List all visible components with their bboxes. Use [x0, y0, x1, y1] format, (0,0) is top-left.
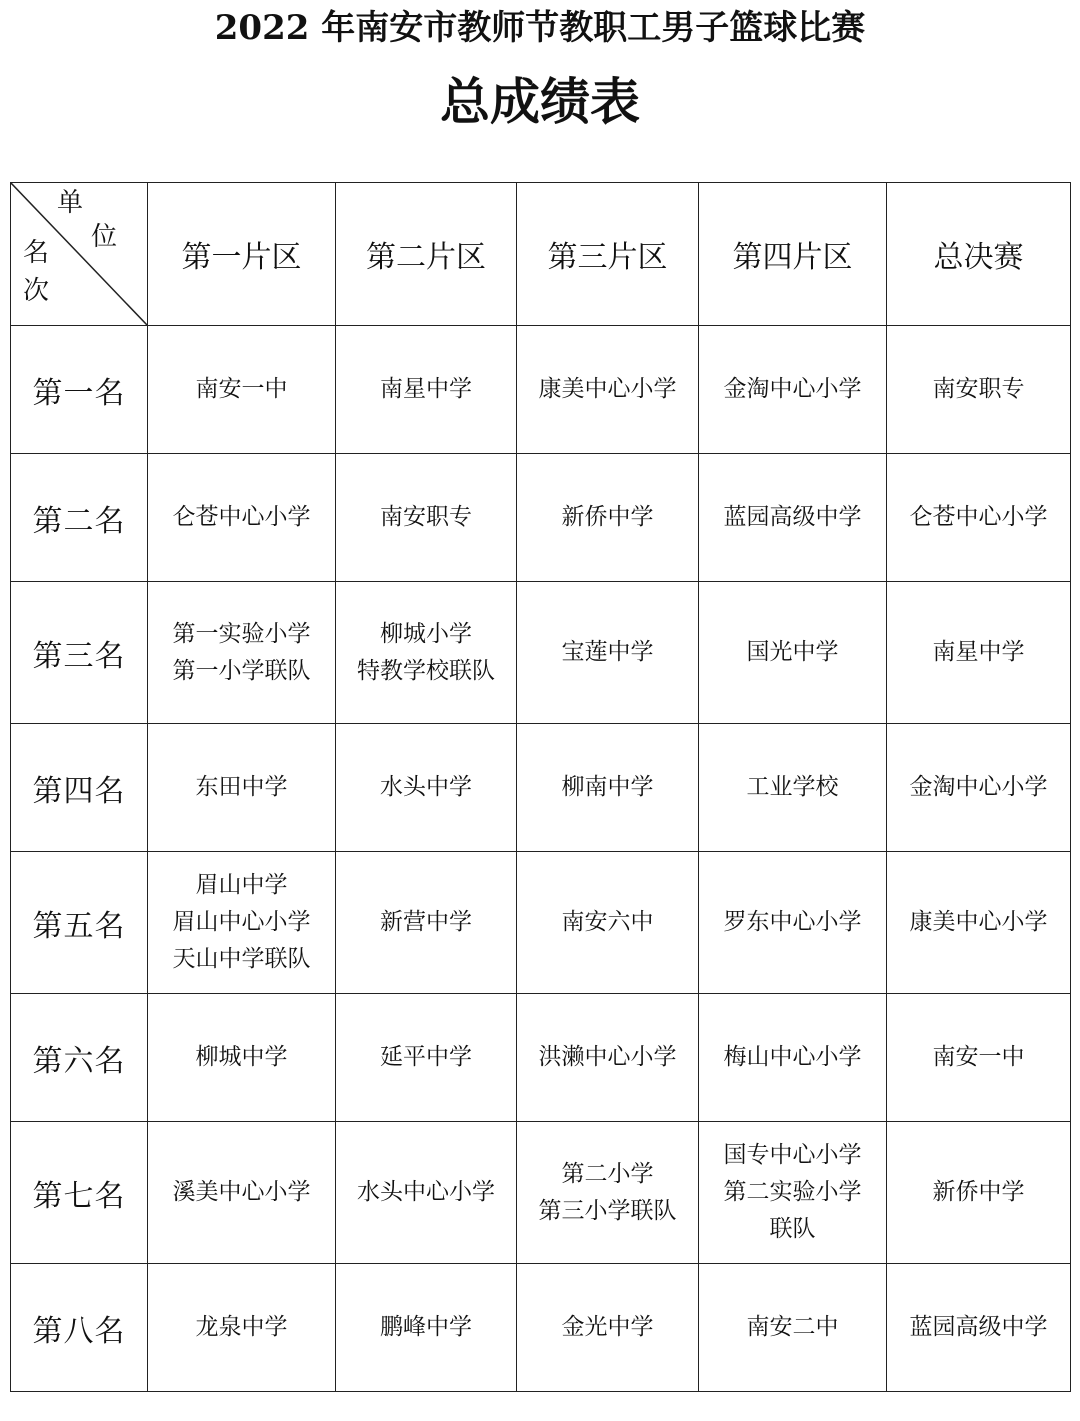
team-cell	[517, 724, 699, 852]
team-name: 柳城小学	[380, 620, 472, 647]
team-cell	[148, 724, 336, 852]
team-name: 宝莲中学	[561, 639, 654, 665]
team-name: 康美中心小学	[909, 909, 1048, 935]
team-cell	[699, 582, 887, 724]
header-row	[11, 183, 1071, 326]
team-name: 工业学校	[746, 774, 839, 800]
team-name: 南星中学	[932, 639, 1025, 665]
rank-cell: 第六名	[11, 994, 148, 1122]
team-cell	[148, 582, 336, 724]
team-cell	[336, 326, 517, 454]
team-name: 新侨中学	[561, 504, 654, 530]
team-name: 金光中学	[561, 1314, 654, 1340]
team-name: 眉山中心小学	[172, 909, 311, 935]
team-name: 第一小学联队	[172, 657, 311, 684]
team-name: 新营中学	[380, 909, 472, 935]
team-cell	[699, 1264, 887, 1392]
team-cell	[336, 1122, 517, 1264]
team-cell	[517, 852, 699, 994]
team-name: 洪濑中心小学	[538, 1044, 677, 1070]
rank-cell: 第四名	[11, 724, 148, 852]
team-name: 龙泉中学	[195, 1314, 288, 1340]
team-cell	[699, 724, 887, 852]
team-cell	[517, 582, 699, 724]
rank-cell: 第七名	[11, 1122, 148, 1264]
team-name: 仑苍中心小学	[909, 504, 1048, 530]
table-row	[11, 1122, 1071, 1264]
team-name: 南安职专	[380, 504, 472, 530]
team-name: 眉山中学	[195, 872, 288, 898]
rank-cell: 第八名	[11, 1264, 148, 1392]
corner-label-unit-1: 单	[57, 188, 84, 218]
team-name: 第二小学	[561, 1160, 654, 1187]
team-cell	[699, 326, 887, 454]
team-cell	[336, 724, 517, 852]
team-cell	[148, 1264, 336, 1392]
team-name: 南安一中	[195, 376, 288, 402]
team-cell	[887, 582, 1071, 724]
rank-cell: 第五名	[11, 852, 148, 994]
team-name: 水头中心小学	[357, 1179, 495, 1205]
team-name: 东田中学	[195, 774, 288, 800]
team-name: 南安一中	[932, 1044, 1025, 1070]
team-cell	[887, 994, 1071, 1122]
team-cell	[699, 454, 887, 582]
team-name: 南安二中	[746, 1314, 839, 1340]
team-cell	[336, 454, 517, 582]
team-name: 水头中学	[380, 774, 472, 800]
document-title: 2022 年南安市教师节教职工男子篮球比赛	[214, 8, 866, 48]
table-row	[11, 326, 1071, 454]
team-name: 第二实验小学	[723, 1179, 862, 1205]
corner-label-unit-2: 位	[91, 222, 118, 252]
team-name: 延平中学	[380, 1044, 472, 1070]
team-name: 柳城中学	[195, 1044, 288, 1070]
document-subtitle: 总成绩表	[440, 72, 640, 131]
team-cell	[517, 326, 699, 454]
column-header: 总决赛	[887, 183, 1071, 326]
team-name: 罗东中心小学	[723, 909, 862, 935]
team-cell	[336, 852, 517, 994]
corner-label-rank-2: 次	[23, 276, 50, 306]
table-row	[11, 454, 1071, 582]
team-name: 新侨中学	[932, 1179, 1025, 1205]
team-cell	[699, 994, 887, 1122]
rank-cell: 第二名	[11, 454, 148, 582]
column-header: 第三片区	[517, 183, 699, 326]
column-header: 第二片区	[336, 183, 517, 326]
column-header: 第四片区	[699, 183, 887, 326]
team-name: 南安六中	[561, 909, 654, 935]
team-cell	[887, 724, 1071, 852]
table-row	[11, 852, 1071, 994]
team-name: 南星中学	[380, 376, 472, 402]
team-cell	[336, 582, 517, 724]
team-name: 金淘中心小学	[723, 376, 862, 402]
team-cell	[148, 454, 336, 582]
results-table	[10, 182, 1071, 1392]
team-cell	[887, 326, 1071, 454]
table-row	[11, 1264, 1071, 1392]
team-cell	[517, 1264, 699, 1392]
team-cell	[517, 454, 699, 582]
team-name: 第三小学联队	[538, 1197, 677, 1224]
team-name: 梅山中心小学	[723, 1044, 862, 1070]
team-name: 鹏峰中学	[380, 1314, 472, 1340]
team-cell	[887, 852, 1071, 994]
team-cell	[517, 994, 699, 1122]
table-row	[11, 994, 1071, 1122]
team-name: 特教学校联队	[357, 657, 495, 684]
team-name: 国专中心小学	[723, 1142, 862, 1168]
team-name: 南安职专	[932, 376, 1025, 402]
team-cell	[148, 1122, 336, 1264]
table-row	[11, 582, 1071, 724]
team-cell	[148, 994, 336, 1122]
team-cell	[336, 1264, 517, 1392]
team-name: 柳南中学	[561, 774, 654, 800]
team-cell	[148, 326, 336, 454]
team-name: 第一实验小学	[172, 620, 311, 647]
team-name: 溪美中心小学	[172, 1179, 311, 1205]
team-cell	[336, 994, 517, 1122]
team-cell	[699, 852, 887, 994]
team-cell	[699, 1122, 887, 1264]
team-name: 天山中学联队	[172, 946, 311, 972]
team-cell	[517, 1122, 699, 1264]
team-cell	[887, 1264, 1071, 1392]
rank-cell: 第一名	[11, 326, 148, 454]
team-name: 康美中心小学	[538, 376, 677, 402]
team-name: 国光中学	[746, 639, 839, 665]
team-name: 联队	[769, 1216, 816, 1242]
column-header: 第一片区	[148, 183, 336, 326]
team-cell	[148, 852, 336, 994]
table-row	[11, 724, 1071, 852]
team-name: 仑苍中心小学	[172, 504, 311, 530]
corner-header-cell	[11, 183, 148, 326]
team-name: 蓝园高级中学	[909, 1314, 1048, 1340]
team-cell	[887, 1122, 1071, 1264]
team-cell	[887, 454, 1071, 582]
team-name: 金淘中心小学	[909, 774, 1048, 800]
results-table-body	[11, 326, 1071, 1392]
corner-label-rank-1: 名	[23, 238, 50, 268]
rank-cell: 第三名	[11, 582, 148, 724]
team-name: 蓝园高级中学	[723, 504, 862, 530]
